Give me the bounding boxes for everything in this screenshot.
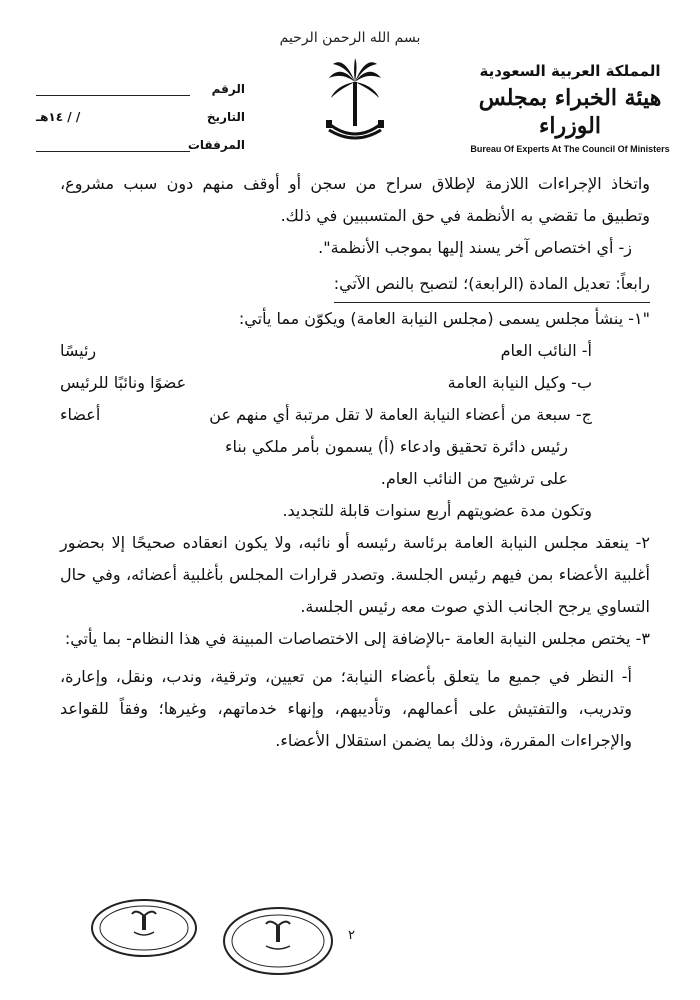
document-body	[60, 168, 650, 757]
item-3: ٣- يختص مجلس النيابة العامة -بالإضافة إلى الاختصاصات المبينة في هذا النظام- بما يأتي:	[64, 629, 650, 648]
item-3-a: أ- النظر في جميع ما يتعلق بأعضاء النيابة؛ من تعيين، وترقية، وندب، ونقل، وإعارة، وتدريب، والتفتيش على أعمالهم، وتأديبهم، وإنهاء خدماتهم، وغيرها؛ وفقاً للقواعد والإجراءات المقررة، وذلك بما يضمن استقلال الأعضاء.	[60, 667, 632, 750]
term-sentence: وتكون مدة عضويتهم أربع سنوات قابلة للتجديد.	[282, 501, 592, 520]
bureau-name-english: Bureau Of Experts At The Council Of Ministers	[470, 144, 670, 154]
member-b	[60, 367, 650, 399]
attachments-line	[36, 137, 190, 152]
date-label: التاريخ	[206, 110, 245, 124]
organization-letterhead	[460, 62, 680, 154]
reference-row	[30, 68, 245, 96]
reference-label: الرقم	[211, 82, 245, 96]
item-2: ٢- ينعقد مجلس النيابة العامة برئاسة رئيسه أو نائبه، ولا يكون انعقاده صحيحًا إلا بحضور أغلبية الأعضاء بمن فيهم رئيس الجلسة. وتصدر قرارات المجلس بأغلبية أعضائه، وفي حال التساوي يرجح الجانب الذي صوت معه رئيس الجلسة.	[60, 533, 650, 616]
member-c-line-2: رئيس دائرة تحقيق وادعاء (أ) يسمون بأمر ملكي بناء	[225, 437, 568, 456]
member-c-line-1: ج- سبعة من أعضاء النيابة العامة لا تقل مرتبة أي منهم عن	[209, 405, 592, 424]
section-heading-text: رابعاً: تعديل المادة (الرابعة)؛ لتصبح بالنص الآتي:	[334, 268, 650, 303]
clause-z: ز- أي اختصاص آخر يسند إليها بموجب الأنظمة".	[318, 238, 632, 257]
member-c-text	[192, 399, 592, 495]
member-a-role: رئيسًا	[60, 341, 97, 360]
member-b-text: ب- وكيل النيابة العامة	[447, 373, 592, 392]
kingdom-name: المملكة العربية السعودية	[479, 62, 661, 80]
member-a-text: أ- النائب العام	[500, 341, 592, 360]
attachments-row	[30, 124, 245, 152]
item-1: "١- ينشأ مجلس يسمى (مجلس النيابة العامة) ويكوّن مما يأتي:	[238, 309, 650, 328]
member-c-role: أعضاء	[60, 405, 101, 424]
date-value: / / ١٤هـ	[36, 110, 81, 124]
paragraph-continuation: واتخاذ الإجراءات اللازمة لإطلاق سراح من سجن أو أوقف منهم دون سبب مشروع، وتطبيق ما تقضي به الأنظمة في حق المتسببين في ذلك.	[60, 174, 650, 225]
reference-line	[36, 81, 190, 96]
member-c-line-3: على ترشيح من النائب العام.	[380, 469, 568, 488]
attachments-label: المرفقات	[187, 138, 245, 152]
seal-bureau-icon	[222, 906, 334, 976]
seal-secretariat-icon	[90, 898, 198, 958]
reference-block	[30, 68, 245, 152]
member-a	[60, 335, 650, 367]
date-row	[30, 96, 245, 124]
section-fourth-heading	[60, 268, 650, 303]
member-c	[60, 399, 650, 495]
palm-and-swords-emblem	[325, 58, 385, 146]
basmala: بسم الله الرحمن الرحيم	[279, 30, 421, 46]
member-b-role: عضوًا ونائبًا للرئيس	[60, 373, 187, 392]
bureau-name-arabic: هيئة الخبراء بمجلس الوزراء	[478, 85, 662, 139]
page-number: ٢	[348, 928, 355, 943]
